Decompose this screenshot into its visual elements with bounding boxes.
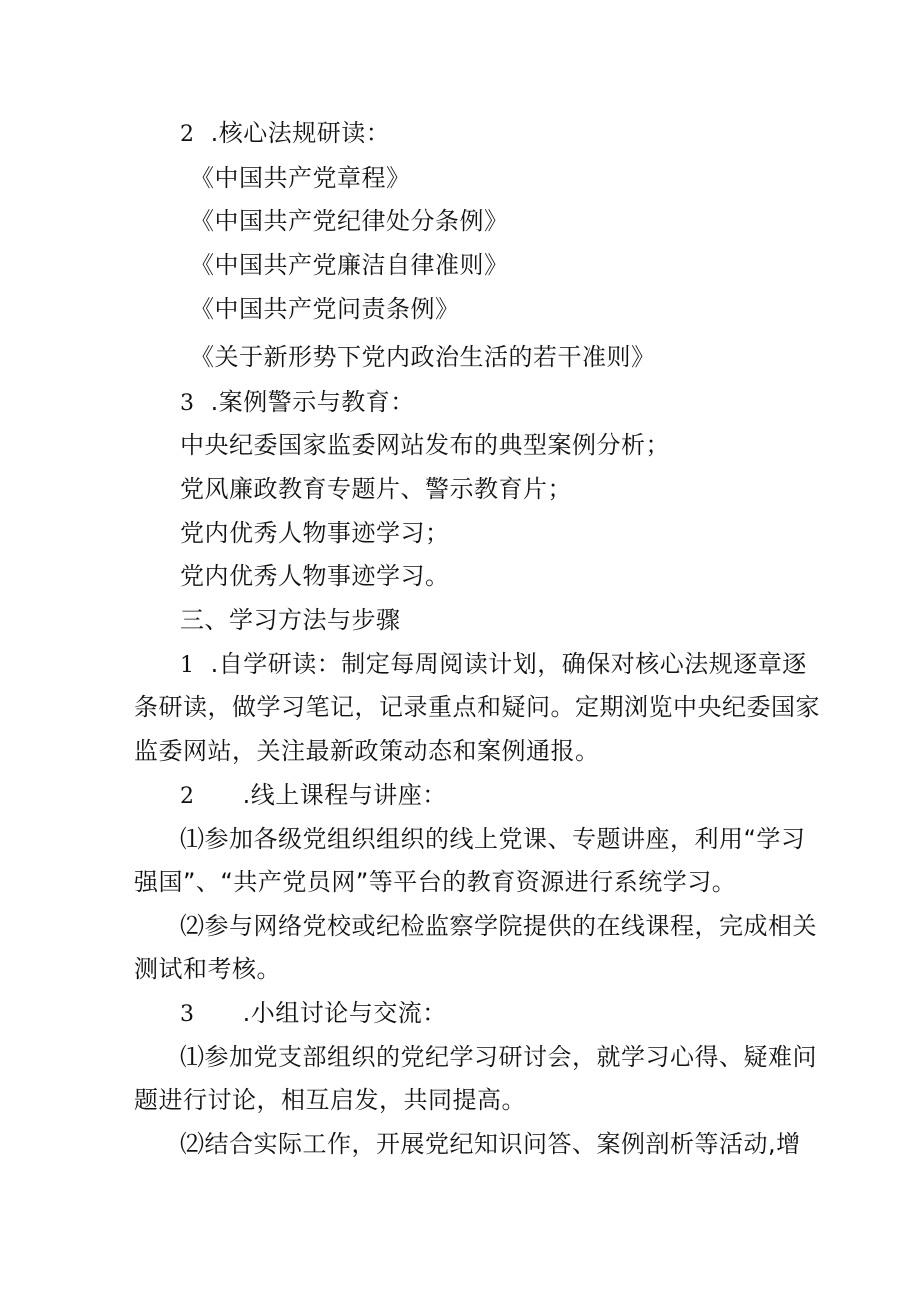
step-2-sub1-line-1: ⑴参加各级党组织组织的线上党课、专题讲座，利用“学习	[180, 825, 806, 853]
step-3-number: 3	[180, 1002, 195, 1027]
step-3-title: .小组讨论与交流：	[242, 999, 447, 1027]
section-3-title: .案例警示与教育：	[210, 388, 415, 416]
step-1-line-3: 监委网站，关注最新政策动态和案例通报。	[134, 737, 600, 765]
law-item-4: 《中国共产党问责条例》	[190, 295, 460, 323]
section-2-number: 2	[180, 122, 195, 147]
step-2-heading	[180, 780, 447, 812]
step-3-sub1-line-2: 题进行讨论，相互启发，共同提高。	[134, 1086, 526, 1114]
step-3-sub2-line-1: ⑵结合实际工作，开展党纪知识问答、案例剖析等活动,增	[180, 1130, 801, 1158]
step-3-heading	[180, 998, 447, 1030]
step-2-title: .线上课程与讲座：	[242, 781, 447, 809]
section-2-heading	[180, 118, 390, 150]
step-1-text-1: .自学研读：制定每周阅读计划，确保对核心法规逐章逐	[210, 650, 807, 678]
law-item-3: 《中国共产党廉洁自律准则》	[190, 251, 509, 279]
step-1-line-2: 条研读，做学习笔记，记录重点和疑问。定期浏览中央纪委国家	[134, 693, 820, 721]
step-1-number: 1	[180, 653, 195, 678]
section-3-heading	[180, 387, 415, 419]
law-item-5: 《关于新形势下党内政治生活的若干准则》	[190, 343, 656, 371]
law-item-1: 《中国共产党章程》	[190, 164, 411, 192]
part-3-heading: 三、学习方法与步骤	[180, 606, 401, 634]
law-item-2: 《中国共产党纪律处分条例》	[190, 207, 509, 235]
step-2-sub1-line-2: 强国”、“共产党员网”等平台的教育资源进行系统学习。	[134, 868, 737, 896]
section-2-title: .核心法规研读：	[210, 119, 391, 147]
case-item-3: 党内优秀人物事迹学习；	[180, 519, 450, 547]
step-3-sub1-line-1: ⑴参加党支部组织的党纪学习研讨会，就学习心得、疑难问	[180, 1043, 817, 1071]
step-1-line-1	[180, 649, 807, 681]
case-item-1: 中央纪委国家监委网站发布的典型案例分析；	[180, 431, 670, 459]
case-item-2: 党风廉政教育专题片、警示教育片；	[180, 475, 572, 503]
step-2-sub2-line-2: 测试和考核。	[134, 955, 281, 983]
step-2-number: 2	[180, 784, 195, 809]
step-2-sub2-line-1: ⑵参与网络党校或纪检监察学院提供的在线课程，完成相关	[180, 912, 817, 940]
section-3-number: 3	[180, 391, 195, 416]
case-item-4: 党内优秀人物事迹学习。	[180, 562, 450, 590]
